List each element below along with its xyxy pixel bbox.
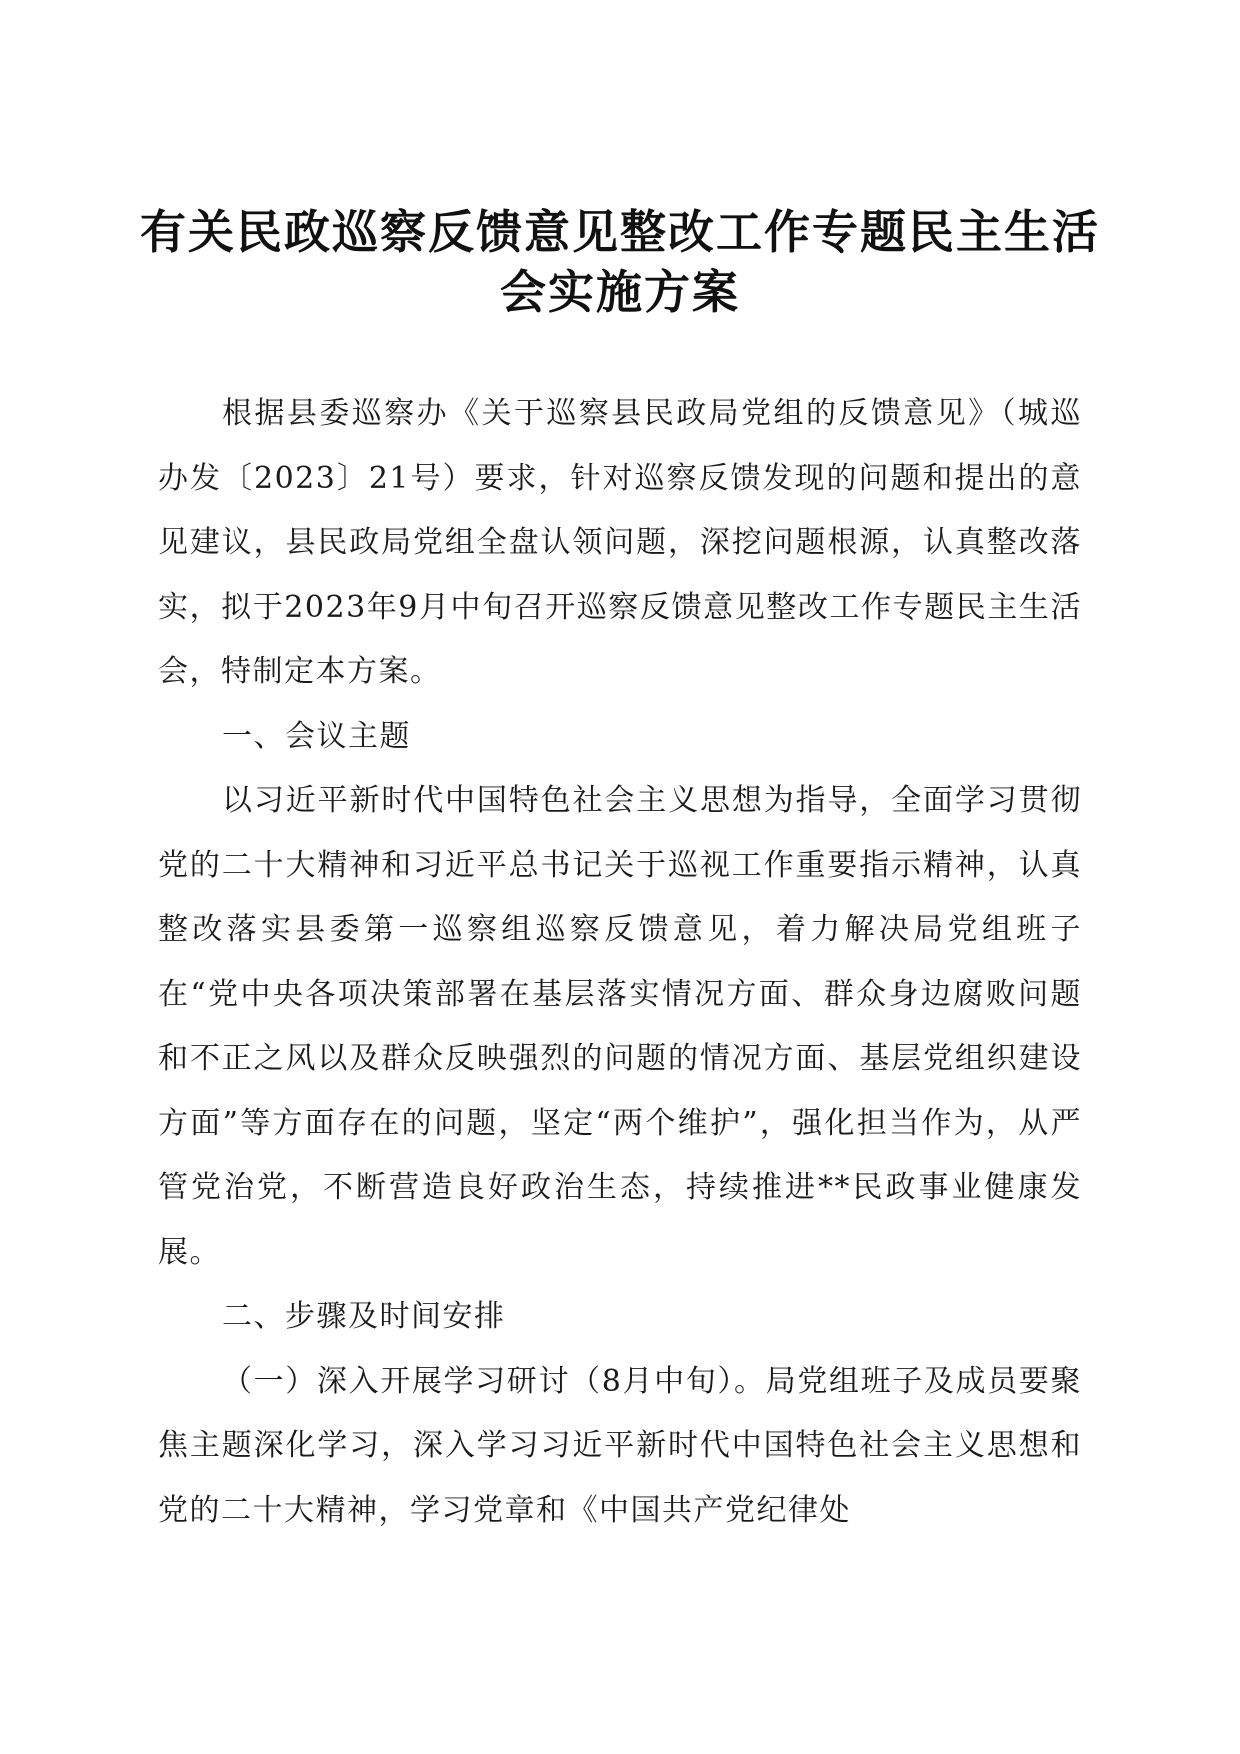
section-heading-steps-schedule: 二、步骤及时间安排	[222, 1299, 506, 1334]
document-body	[158, 382, 1082, 1543]
document-title-line-1: 有关民政巡察反馈意见整改工作专题民主生活	[140, 205, 1100, 259]
meeting-theme-paragraph: 以习近平新时代中国特色社会主义思想为指导，全面学习贯彻党的二十大精神和习近平总书记关于巡视工作重要指示精神，认真整改落实县委第一巡察组巡察反馈意见，着力解决局党组班子在“党中央各项决策部署在基层落实情况方面、群众身边腐败问题和不正之风以及群众反映强烈的问题的情况方面、基层党组织建设方面”等方面存在的问题，坚定“两个维护”，强化担当作为，从严管党治党，不断营造良好政治生态，持续推进**民政事业健康发展。	[158, 783, 1082, 1270]
section-heading-meeting-theme: 一、会议主题	[222, 718, 411, 754]
document-title-line-2: 会实施方案	[500, 265, 740, 319]
study-discussion-paragraph: （一）深入开展学习研讨（8月中旬）。局党组班子及成员要聚焦主题深化学习，深入学习习近平新时代中国特色社会主义思想和党的二十大精神，学习党章和《中国共产党纪律处	[158, 1363, 1082, 1528]
intro-paragraph: 根据县委巡察办《关于巡察县民政局党组的反馈意见》（城巡办发〔2023〕21号）要求，针对巡察反馈发现的问题和提出的意见建议，县民政局党组全盘认领问题，深挖问题根源，认真整改落实，拟于2023年9月中旬召开巡察反馈意见整改工作专题民主生活会，特制定本方案。	[158, 396, 1082, 689]
